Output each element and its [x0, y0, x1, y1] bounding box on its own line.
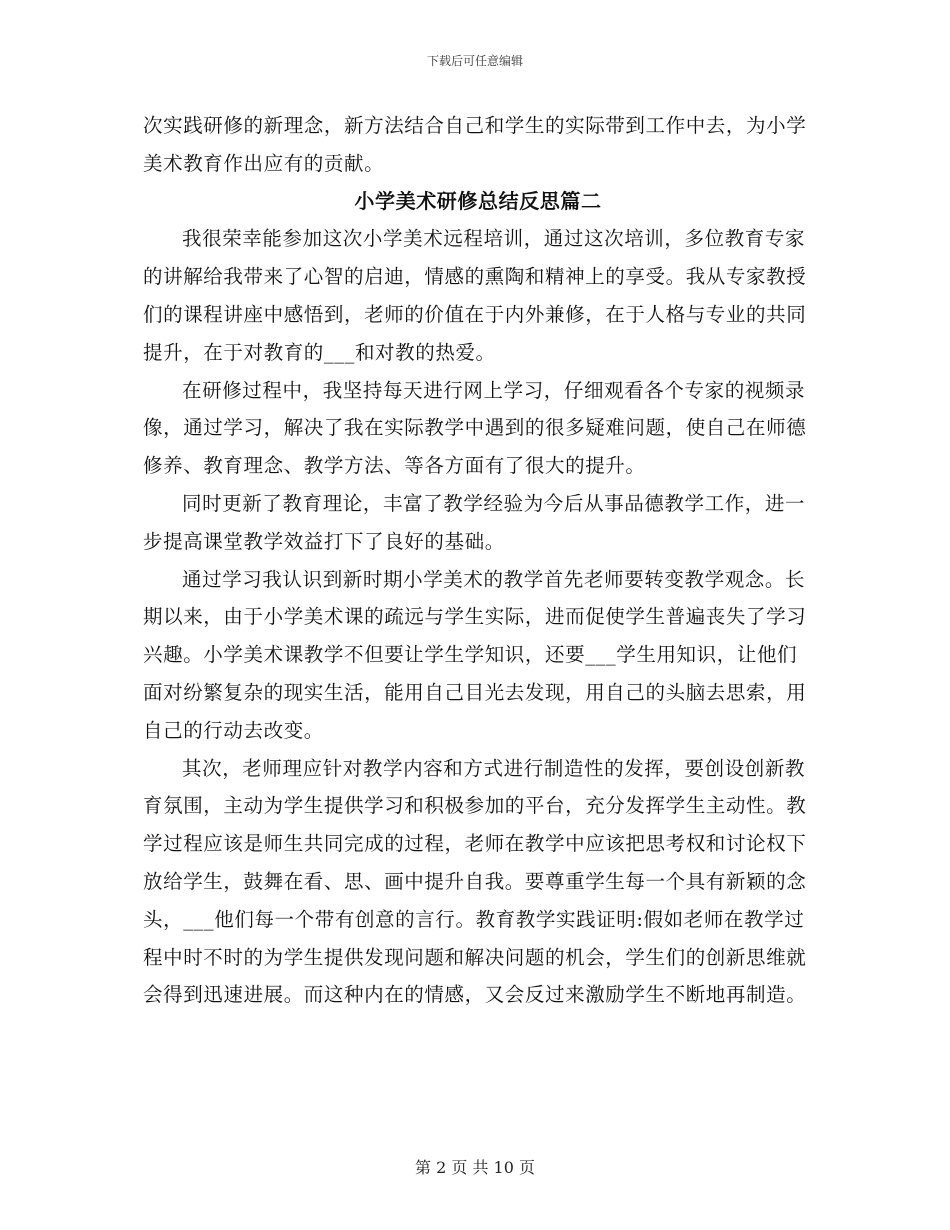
intro-paragraph: 次实践研修的新理念，新方法结合自己和学生的实际带到工作中去，为小学美术教育作出应有的贡献。 [143, 114, 807, 175]
paragraph-3: 同时更新了教育理论，丰富了教学经验为今后从事品德教学工作，进一步提高课堂教学效益打下了良好的基础。 [143, 491, 806, 553]
section-title: 小学美术研修总结反思篇二 [354, 188, 602, 213]
page-header-note: 下载后可任意编辑 [426, 54, 523, 68]
paragraph-5: 其次，老师理应针对教学内容和方式进行制造性的发挥，要创设创新教育氛围，主动为学生提供学习和积极参加的平台，充分发挥学生主动性。教学过程应该是师生共同完成的过程，老师在教学中应该把思考权和讨论权下放给学生，鼓舞在看、思、画中提升自我。要尊重学生每一个具有新颖的念头，___他们每一个带有创意的言行。教育教学实践证明:假如老师在教学过程中时不时的为学生提供发现问题和解决问题的机会，学生们的创新思维就会得到迅速进展。而这种内在的情感，又会反过来激励学生不断地再制造。 [143, 756, 807, 1007]
document-body [143, 107, 813, 1014]
paragraph-2: 在研修过程中，我坚持每天进行网上学习，仔细观看各个专家的视频录像，通过学习，解决了我在实际教学中遇到的很多疑难问题，使自己在师德修养、教育理念、教学方法、等各方面有了很大的提升。 [143, 378, 807, 478]
paragraph-1: 我很荣幸能参加这次小学美术远程培训，通过这次培训，多位教育专家的讲解给我带来了心智的启迪，情感的熏陶和精神上的享受。我从专家教授们的课程讲座中感悟到，老师的价值在于内外兼修，在于人格与专业的共同提升，在于对教育的___和对教的热爱。 [143, 227, 807, 364]
page-number: 第 2 页 共 10 页 [415, 1158, 535, 1177]
paragraph-4: 通过学习我认识到新时期小学美术的教学首先老师要转变教学观念。长期以来，由于小学美术课的疏远与学生实际，进而促使学生普遍丧失了学习兴趣。小学美术课教学不但要让学生学知识，还要___学生用知识，让他们面对纷繁复杂的现实生活，能用自己目光去发现，用自己的头脑去思索，用自己的行动去改变。 [143, 567, 807, 742]
